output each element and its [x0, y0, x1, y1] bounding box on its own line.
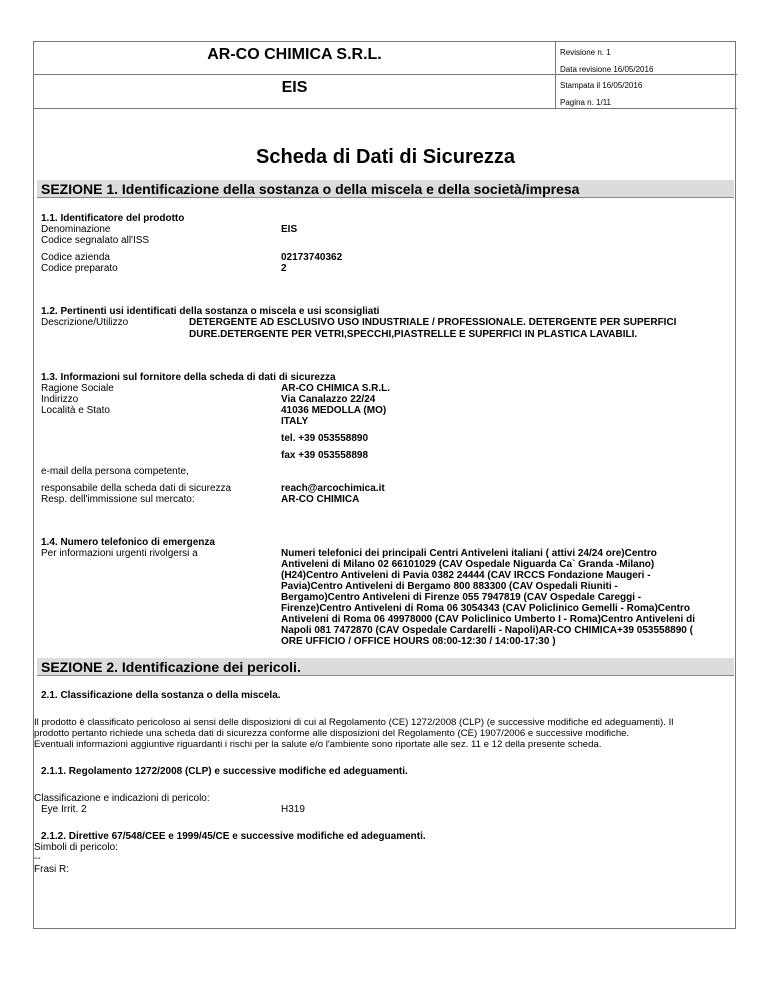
s12-title: 1.2. Pertinenti usi identificati della sostanza o miscela e usi sconsigliati — [41, 306, 380, 317]
sds-page — [33, 41, 736, 929]
email-value: reach@arcochimica.it — [281, 483, 385, 494]
company-name: AR-CO CHIMICA S.R.L. — [34, 42, 556, 75]
paragraph-line: Eventuali informazioni aggiuntive riguardanti i rischi per la salute e/o l'ambiente sono riportate alle sez. 11 e 12 della presente scheda. — [34, 739, 602, 750]
header-divider — [34, 108, 737, 109]
revision-date: Data revisione 16/05/2016 — [560, 65, 654, 74]
emergency-line: Numeri telefonici dei principali Centri Antiveleni italiani ( attivi 24/24 ore)Centro — [281, 548, 657, 559]
print-date: Stampata il 16/05/2016 — [560, 81, 643, 90]
codice-azienda-value: 02173740362 — [281, 252, 343, 263]
s13-title: 1.3. Informazioni sul fornitore della scheda di dati di sicurezza — [41, 372, 336, 383]
resp-value: AR-CO CHIMICA — [281, 494, 360, 505]
denominazione-value: EIS — [281, 224, 298, 235]
simboli-value: -- — [34, 853, 41, 864]
s14-title: 1.4. Numero telefonico di emergenza — [41, 537, 215, 548]
simboli-label: Simboli di pericolo: — [34, 842, 118, 853]
s11-title: 1.1. Identificatore del prodotto — [41, 213, 185, 224]
descrizione-line1: DETERGENTE AD ESCLUSIVO USO INDUSTRIALE / PROFESSIONALE. DETERGENTE PER SUPERFICI — [189, 317, 677, 328]
emergency-line: Antiveleni di Milano 02 66101029 (CAV Ospedale Niguarda Ca` Granda -Milano) — [281, 559, 655, 570]
document-header — [34, 42, 737, 108]
paragraph-line: prodotto pertanto richiede una scheda dati di sicurezza conforme alle disposizioni del Regolamento (CE) 1907/2006 e successive modifiche. — [34, 728, 630, 739]
emergency-line: ORE UFFICIO / OFFICE HOURS 08:00-12:30 / 14:00-17:30 ) — [281, 636, 556, 647]
responsabile-label: responsabile della scheda dati di sicurezza — [41, 483, 232, 494]
codice-preparato-value: 2 — [281, 263, 287, 274]
descrizione-label: Descrizione/Utilizzo — [41, 317, 129, 328]
iss-label: Codice segnalato all'ISS — [41, 235, 150, 246]
denominazione-label: Denominazione — [41, 224, 111, 235]
email-label: e-mail della persona competente, — [41, 466, 189, 477]
hazard-h319: H319 — [281, 804, 305, 815]
revision-number: Revisione n. 1 — [560, 48, 611, 57]
frasi-r-label: Frasi R: — [34, 864, 69, 875]
emergency-numbers — [281, 548, 695, 647]
indirizzo-label: Indirizzo — [41, 394, 79, 405]
emergency-line: Pavia)Centro Antiveleni di Bergamo 800 883300 (CAV Ospedali Riuniti - — [281, 581, 618, 592]
section1-heading: SEZIONE 1. Identificazione della sostanza o della miscela e della società/impresa — [37, 180, 734, 198]
emergency-line: Bergamo)Centro Antiveleni di Firenze 055 7947819 (CAV Ospedale Careggi - — [281, 592, 642, 603]
classificazione-label: Classificazione e indicazioni di pericolo: — [34, 793, 210, 804]
ragione-value: AR-CO CHIMICA S.R.L. — [281, 383, 391, 394]
page-number: Pagina n. 1/11 — [560, 98, 612, 107]
product-name: EIS — [34, 75, 556, 108]
descrizione-line2: DURE.DETERGENTE PER VETRI,SPECCHI,PIASTRELLE E SUPERFICI IN PLASTICA LAVABILI. — [189, 329, 638, 340]
fax-value: fax +39 053558898 — [281, 450, 369, 461]
print-info — [556, 75, 737, 108]
classification-paragraph — [34, 717, 673, 750]
localita-label: Località e Stato — [41, 405, 110, 416]
eye-irrit: Eye Irrit. 2 — [41, 804, 87, 815]
emergency-line: Firenze)Centro Antiveleni di Roma 06 3054343 (CAV Policlinico Gemelli - Roma)Centro — [281, 603, 690, 614]
emergency-line: Antiveleni di Roma 06 49978000 (CAV Policlinico Umberto I - Roma)Centro Antiveleni di — [281, 614, 695, 625]
ragione-label: Ragione Sociale — [41, 383, 114, 394]
emergency-line: Napoli 081 7472870 (CAV Ospedale Cardarelli - Napoli)AR-CO CHIMICA+39 053558890 ( — [281, 625, 693, 636]
s211-title: 2.1.1. Regolamento 1272/2008 (CLP) e successive modifiche ed adeguamenti. — [41, 766, 408, 777]
codice-preparato-label: Codice preparato — [41, 263, 118, 274]
emergency-line: (H24)Centro Antiveleni di Pavia 0382 24444 (CAV IRCCS Fondazione Maugeri - — [281, 570, 651, 581]
s212-title: 2.1.2. Direttive 67/548/CEE e 1999/45/CE e successive modifiche ed adeguamenti. — [41, 831, 426, 842]
s21-title: 2.1. Classificazione della sostanza o della miscela. — [41, 690, 281, 701]
revision-info — [556, 42, 737, 75]
urgenti-label: Per informazioni urgenti rivolgersi a — [41, 548, 198, 559]
indirizzo-value: Via Canalazzo 22/24 — [281, 394, 376, 405]
stato-value: ITALY — [281, 416, 309, 427]
codice-azienda-label: Codice azienda — [41, 252, 110, 263]
tel-value: tel. +39 053558890 — [281, 433, 369, 444]
paragraph-line: Il prodotto è classificato pericoloso ai sensi delle disposizioni di cui al Regolamento (CE) 1272/2008 (CLP) (e successive modifiche ed adeguamenti). Il — [34, 717, 674, 728]
document-title: Scheda di Dati di Sicurezza — [256, 146, 515, 168]
section2-heading: SEZIONE 2. Identificazione dei pericoli. — [37, 658, 734, 676]
resp-immissione-label: Resp. dell'immissione sul mercato: — [41, 494, 195, 505]
localita-value: 41036 MEDOLLA (MO) — [281, 405, 387, 416]
